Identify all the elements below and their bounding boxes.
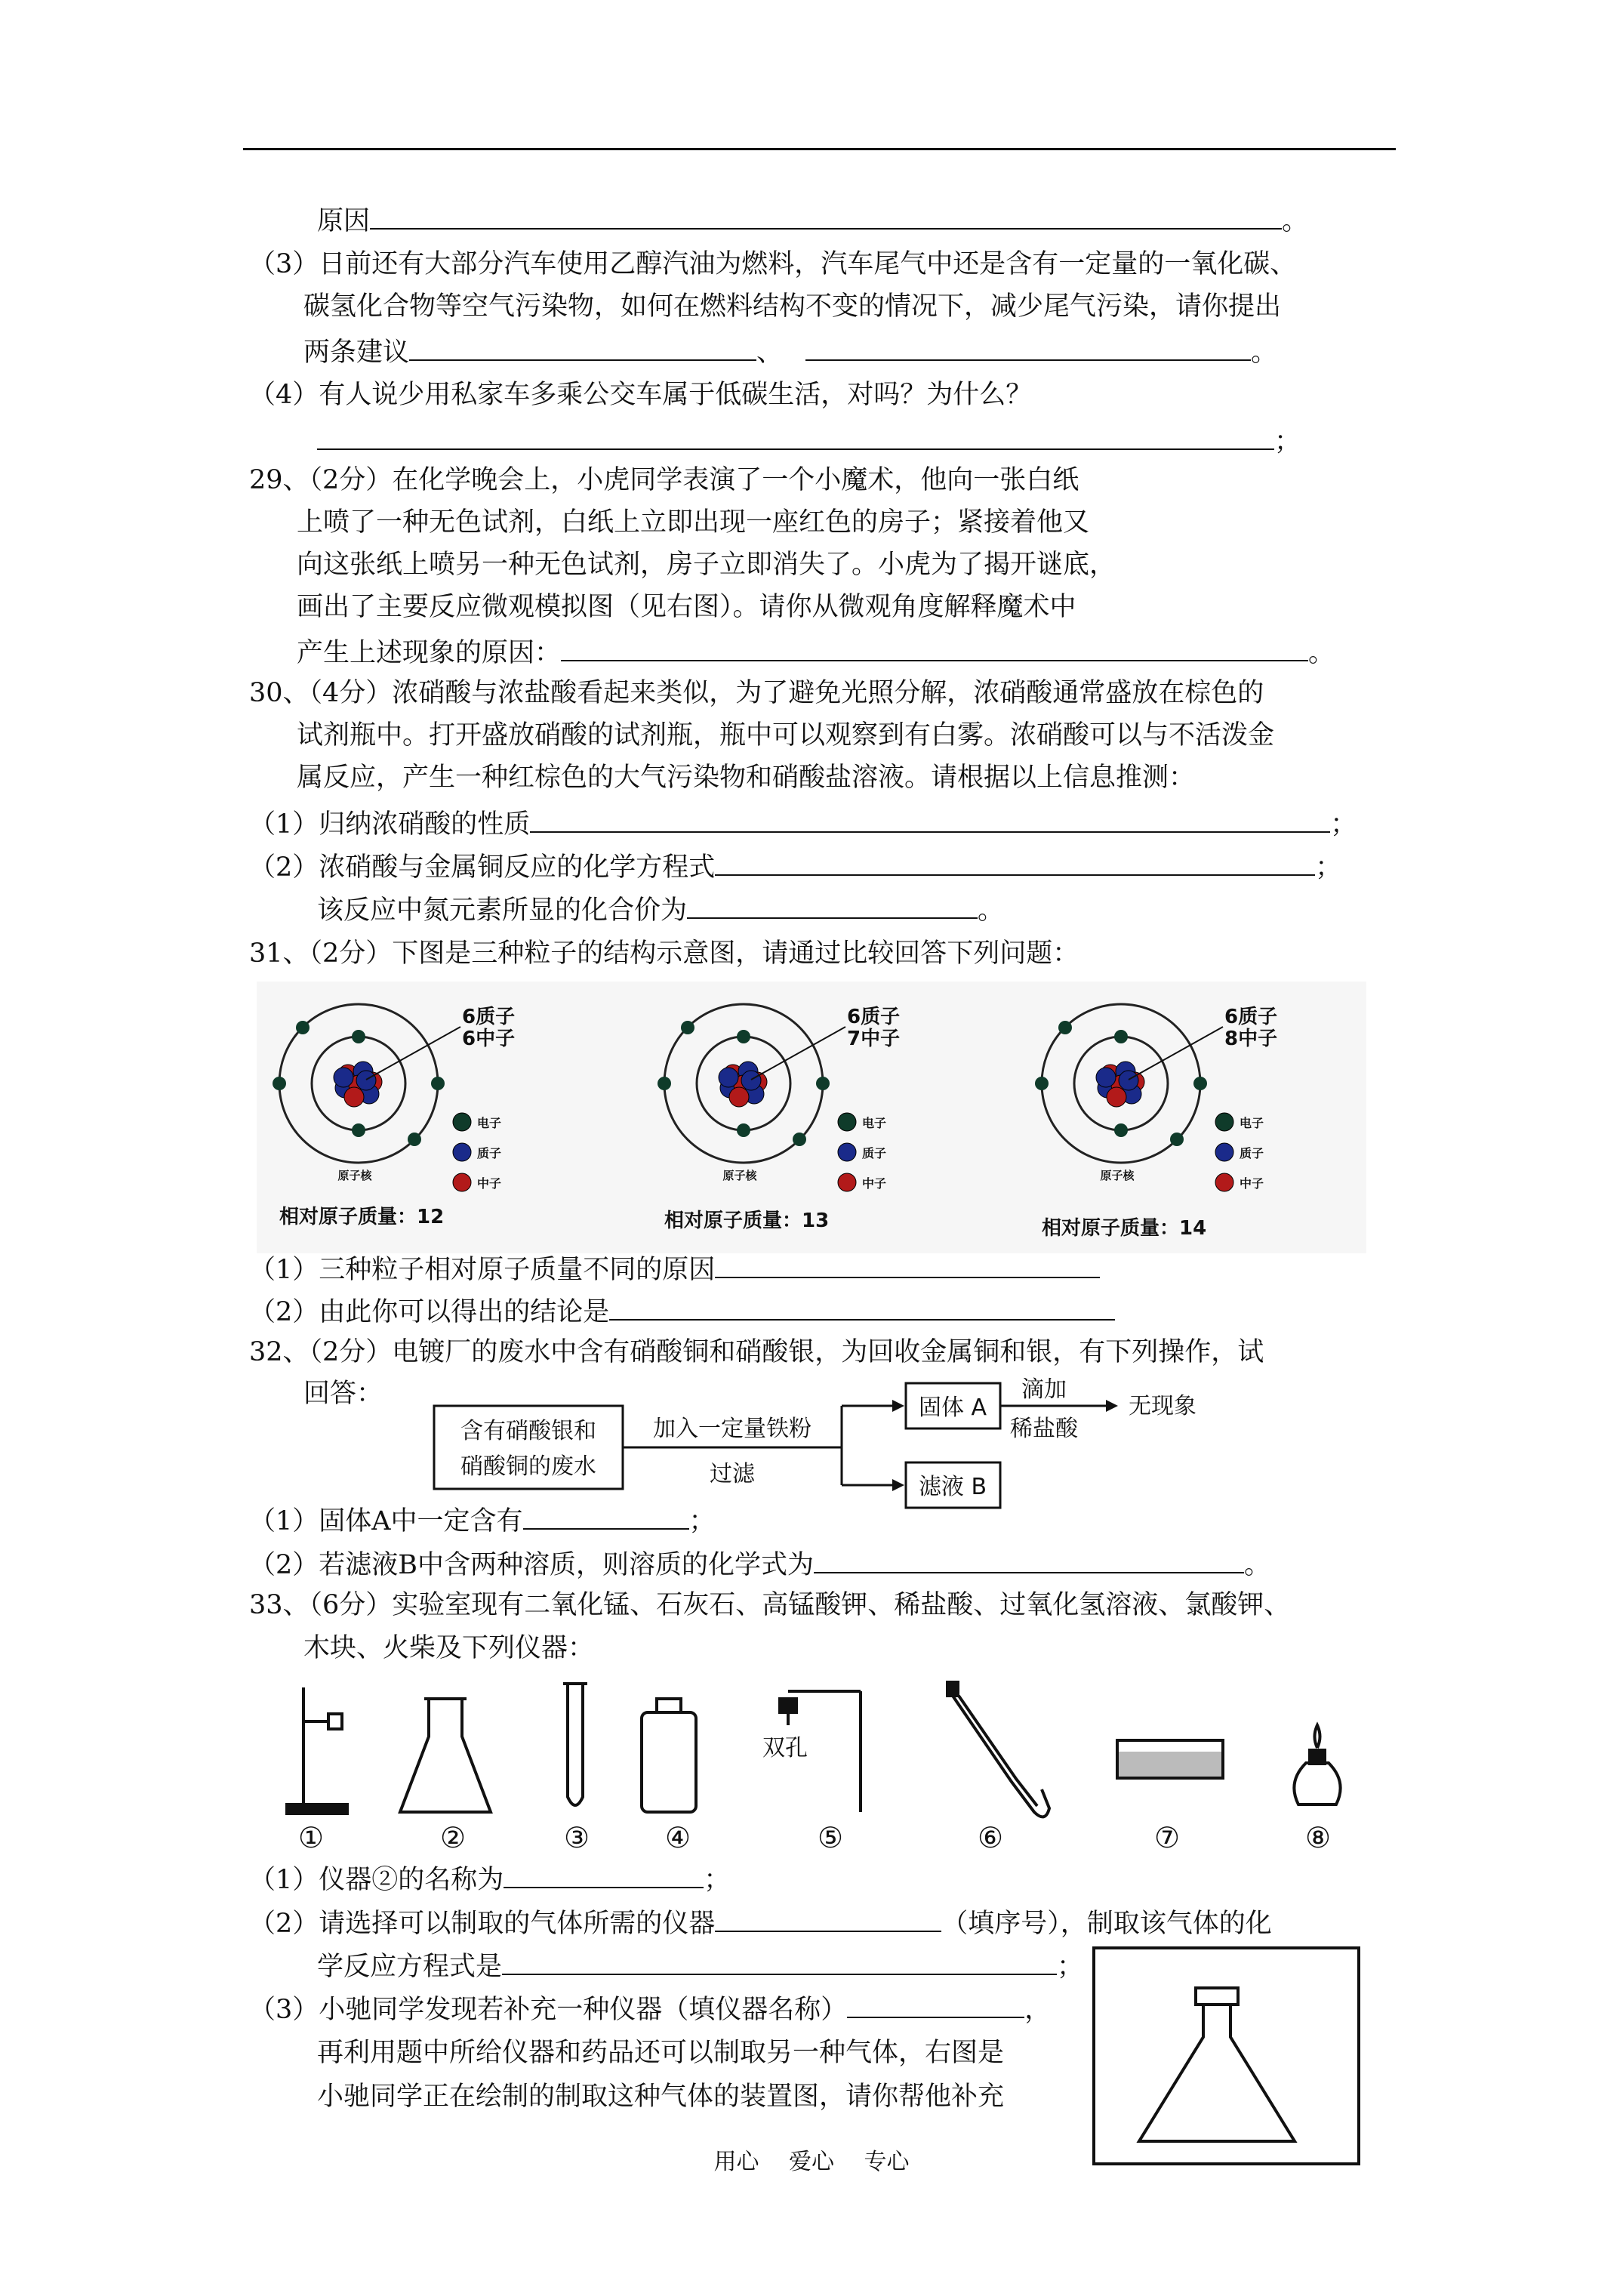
- proton-count: 6质子: [1224, 1006, 1278, 1028]
- answer-blank[interactable]: [502, 1948, 1057, 1975]
- electron: [1114, 1123, 1128, 1137]
- q29-line1: 29、（2分）在化学晚会上，小虎同学表演了一个小魔术，他向一张白纸: [249, 465, 1079, 495]
- electron-legend-dot: [453, 1113, 471, 1131]
- q31-1-line: [249, 1251, 1100, 1287]
- nucleus-tag: 原子核: [722, 1169, 757, 1182]
- proton: [1119, 1071, 1138, 1090]
- q32-1-line: [249, 1502, 716, 1539]
- text: 学反应方程式是: [317, 1952, 503, 1982]
- instrument-number: ②: [439, 1821, 467, 1854]
- q29-line3: 向这张纸上喷另一种无色试剂，房子立即消失了。小虎为了揭开谜底，: [297, 550, 1116, 580]
- apparatus-sketch-box: [1092, 1946, 1360, 2165]
- q28-line-reason: [317, 202, 1308, 239]
- q28-4-answer-line: [317, 423, 1301, 459]
- neutron-legend-dot: [453, 1173, 471, 1191]
- text: 两条建议: [303, 337, 410, 368]
- text: 该反应中氮元素所显的化合价为: [317, 895, 688, 926]
- instrument-number: ④: [664, 1821, 691, 1854]
- electron: [1170, 1133, 1184, 1146]
- q31-2-line: [249, 1293, 1115, 1330]
- answer-blank[interactable]: [715, 1905, 941, 1932]
- electron-legend-label: 电子: [477, 1116, 502, 1130]
- text: ，: [1024, 1995, 1052, 2025]
- q28-3-line2: 碳氢化合物等空气污染物，如何在燃料结构不变的情况下，减少尾气污染，请你提出: [303, 291, 1282, 322]
- answer-blank[interactable]: [715, 1251, 1100, 1278]
- wastewater-line1: 含有硝酸银和: [460, 1418, 596, 1444]
- iron-stand-icon: [287, 1687, 347, 1814]
- q32-2-line: [249, 1546, 1270, 1583]
- solid-a-label: 固体 A: [918, 1395, 987, 1421]
- electron: [273, 1077, 286, 1090]
- electron: [737, 1030, 750, 1043]
- text: 产生上述现象的原因：: [297, 638, 562, 668]
- q33-1-line: [249, 1861, 730, 1897]
- relative-atomic-mass: 相对原子质量：14: [1042, 1217, 1207, 1240]
- q33-3-line2: 再利用题中所给仪器和药品还可以制取另一种气体，右图是: [317, 2038, 1005, 2068]
- electron: [658, 1077, 671, 1090]
- proton-count: 6质子: [847, 1006, 901, 1028]
- text: 。: [1251, 337, 1278, 368]
- proton: [741, 1071, 761, 1090]
- electron: [793, 1133, 806, 1146]
- electron: [816, 1077, 830, 1090]
- q30-line3: 属反应，产生一种红棕色的大气污染物和硝酸盐溶液。请根据以上信息推测：: [297, 763, 1196, 793]
- text: 原因: [317, 206, 371, 236]
- q30-line1: 30、（4分）浓硝酸与浓盐酸看起来类似，为了避免光照分解，浓硝酸通常盛放在棕色的: [249, 678, 1264, 708]
- text: （1）仪器②的名称为: [249, 1865, 504, 1895]
- arrow-head: [892, 1479, 904, 1491]
- conical-flask-icon: [400, 1699, 491, 1812]
- header-rule: [243, 148, 1396, 150]
- neutron-legend-dot: [838, 1173, 856, 1191]
- electron-legend-dot: [838, 1113, 856, 1131]
- neutron-legend-label: 中子: [1240, 1176, 1264, 1191]
- electron: [1058, 1021, 1072, 1034]
- step-filter: 过滤: [710, 1461, 755, 1487]
- text: （3）小驰同学发现若补充一种仪器（填仪器名称）: [249, 1995, 848, 2025]
- text: ；: [704, 1865, 731, 1895]
- electron: [352, 1030, 365, 1043]
- text: （填序号），制取该气体的化: [941, 1909, 1272, 1939]
- text: 。: [1282, 206, 1309, 236]
- text: ；: [1274, 427, 1301, 457]
- q28-4-line: （4）有人说少用私家车多乘公交车属于低碳生活，对吗？为什么？: [249, 380, 1033, 410]
- neutron-legend-label: 中子: [862, 1176, 887, 1191]
- answer-blank[interactable]: [409, 334, 756, 361]
- text: （1）固体A中一定含有: [249, 1506, 523, 1536]
- q28-3-line1: （3）日前还有大部分汽车使用乙醇汽油为燃料，汽车尾气中还是含有一定量的一氧化碳、: [249, 249, 1297, 279]
- answer-blank[interactable]: [715, 849, 1315, 876]
- nucleus-tag: 原子核: [337, 1169, 372, 1182]
- electron-legend-dot: [1215, 1113, 1233, 1131]
- reagent-bottle-icon: [642, 1699, 696, 1812]
- proton: [334, 1068, 353, 1087]
- q33-line1: 33、（6分）实验室现有二氧化锰、石灰石、高锰酸钾、稀盐酸、过氧化氢溶液、氯酸钾、: [249, 1590, 1291, 1620]
- answer-blank[interactable]: [317, 423, 1274, 450]
- answer-blank[interactable]: [370, 202, 1282, 230]
- reagent-add: 滴加: [1021, 1376, 1067, 1403]
- relative-atomic-mass: 相对原子质量：12: [279, 1206, 445, 1228]
- q30-2-line: [249, 849, 1341, 885]
- q29-line4: 画出了主要反应微观模拟图（见右图）。请你从微观角度解释魔术中: [297, 592, 1076, 622]
- proton-legend-dot: [838, 1143, 856, 1161]
- q30-1-line: [249, 806, 1357, 842]
- water-trough-icon: [1117, 1740, 1223, 1778]
- page-footer: 用心 爱心 专心: [713, 2149, 910, 2175]
- proton: [1096, 1068, 1116, 1087]
- q33-2-line: [249, 1905, 1272, 1941]
- stopper-label: 双孔: [762, 1735, 808, 1761]
- proton-legend-label: 质子: [1240, 1146, 1264, 1160]
- test-tube-icon: [563, 1684, 587, 1805]
- proton-legend-label: 质子: [477, 1146, 502, 1160]
- text: （2）请选择可以制取的气体所需的仪器: [249, 1909, 716, 1939]
- answer-blank[interactable]: [814, 1546, 1244, 1573]
- neutron-legend-label: 中子: [477, 1176, 502, 1191]
- proton-legend-label: 质子: [862, 1146, 887, 1160]
- neutron: [729, 1087, 749, 1107]
- result-no-phenomenon: 无现象: [1129, 1393, 1196, 1419]
- electron: [1193, 1077, 1207, 1090]
- q30-line2: 试剂瓶中。打开盛放硝酸的试剂瓶，瓶中可以观察到有白雾。浓硝酸可以与不活泼金: [297, 720, 1275, 750]
- instrument-number: ⑥: [977, 1821, 1004, 1854]
- text: ；: [1315, 852, 1342, 883]
- electron: [352, 1123, 365, 1137]
- text: 、: [756, 337, 784, 368]
- reagent-hcl: 稀盐酸: [1010, 1416, 1078, 1442]
- proton: [356, 1071, 376, 1090]
- instrument-number: ⑦: [1153, 1821, 1181, 1854]
- lab-instruments: [264, 1669, 1359, 1857]
- relative-atomic-mass: 相对原子质量：13: [664, 1210, 830, 1232]
- electron: [408, 1133, 421, 1146]
- step-add-iron: 加入一定量铁粉: [653, 1416, 812, 1442]
- neutron-count: 8中子: [1224, 1028, 1278, 1050]
- q30-2-valence-line: [317, 892, 1004, 928]
- answer-blank[interactable]: [530, 806, 1330, 833]
- instrument-number: ③: [563, 1821, 590, 1854]
- text: （2）若滤液B中含两种溶质，则溶质的化学式为: [249, 1550, 814, 1580]
- proton-legend-dot: [453, 1143, 471, 1161]
- proton: [719, 1068, 738, 1087]
- neutron-count: 6中子: [462, 1028, 516, 1050]
- arrow-head: [892, 1400, 904, 1412]
- q31-line1: 31、（2分）下图是三种粒子的结构示意图，请通过比较回答下列问题：: [249, 938, 1079, 969]
- text: 。: [978, 895, 1005, 926]
- electron: [1114, 1030, 1128, 1043]
- text: ；: [1330, 809, 1357, 840]
- proton-legend-dot: [1215, 1143, 1233, 1161]
- answer-blank[interactable]: [847, 1991, 1024, 2018]
- q32-line1: 32、（2分）电镀厂的废水中含有硝酸铜和硝酸银，为回收金属铜和银，有下列操作，试: [249, 1337, 1264, 1367]
- text: （1）归纳浓硝酸的性质: [249, 809, 531, 840]
- neutron-legend-dot: [1215, 1173, 1233, 1191]
- nucleus-tag: 原子核: [1100, 1169, 1135, 1182]
- answer-blank[interactable]: [561, 634, 1308, 661]
- electron: [681, 1021, 694, 1034]
- neutron-count: 7中子: [847, 1028, 901, 1050]
- text: 。: [1308, 638, 1335, 668]
- atom-diagrams: [257, 982, 1366, 1253]
- electron-legend-label: 电子: [1240, 1116, 1264, 1130]
- delivery-tube-icon: [947, 1682, 1049, 1817]
- instrument-number: ⑤: [817, 1821, 844, 1854]
- wastewater-line2: 硝酸铜的废水: [460, 1453, 596, 1480]
- answer-blank[interactable]: [523, 1502, 689, 1530]
- instrument-number: ⑧: [1304, 1821, 1332, 1854]
- alcohol-lamp-icon: [1294, 1725, 1340, 1804]
- answer-blank[interactable]: [609, 1293, 1115, 1321]
- text: 。: [1244, 1550, 1271, 1580]
- text: （2）浓硝酸与金属铜反应的化学方程式: [249, 852, 716, 883]
- text: ；: [688, 1506, 716, 1536]
- electron: [431, 1077, 445, 1090]
- electron: [296, 1021, 310, 1034]
- q29-line5: [297, 634, 1335, 670]
- q32-line2: 回答：: [303, 1379, 383, 1409]
- electron-legend-label: 电子: [862, 1116, 887, 1130]
- answer-blank[interactable]: [504, 1861, 704, 1888]
- electron: [1035, 1077, 1049, 1090]
- neutron: [1107, 1087, 1126, 1107]
- q33-2-equation-line: [317, 1948, 1083, 1984]
- instrument-number: ①: [297, 1821, 325, 1854]
- text: ；: [1057, 1952, 1084, 1982]
- answer-blank[interactable]: [805, 334, 1251, 361]
- text: （1）三种粒子相对原子质量不同的原因: [249, 1255, 716, 1285]
- q29-line2: 上喷了一种无色试剂，白纸上立即出现一座红色的房子；紧接着他又: [297, 507, 1090, 538]
- filtrate-b-label: 滤液 B: [918, 1474, 987, 1500]
- q33-3-line1: [249, 1991, 1051, 2027]
- electron: [737, 1123, 750, 1137]
- q28-3-line3: [303, 334, 1277, 370]
- proton-count: 6质子: [462, 1006, 516, 1028]
- answer-blank[interactable]: [687, 892, 978, 919]
- q33-3-line3: 小驰同学正在绘制的制取这种气体的装置图，请你帮他补充: [317, 2082, 1005, 2112]
- q33-line2: 木块、火柴及下列仪器：: [303, 1633, 595, 1663]
- arrow-head: [1106, 1400, 1118, 1412]
- text: （2）由此你可以得出的结论是: [249, 1297, 610, 1327]
- neutron: [344, 1087, 364, 1107]
